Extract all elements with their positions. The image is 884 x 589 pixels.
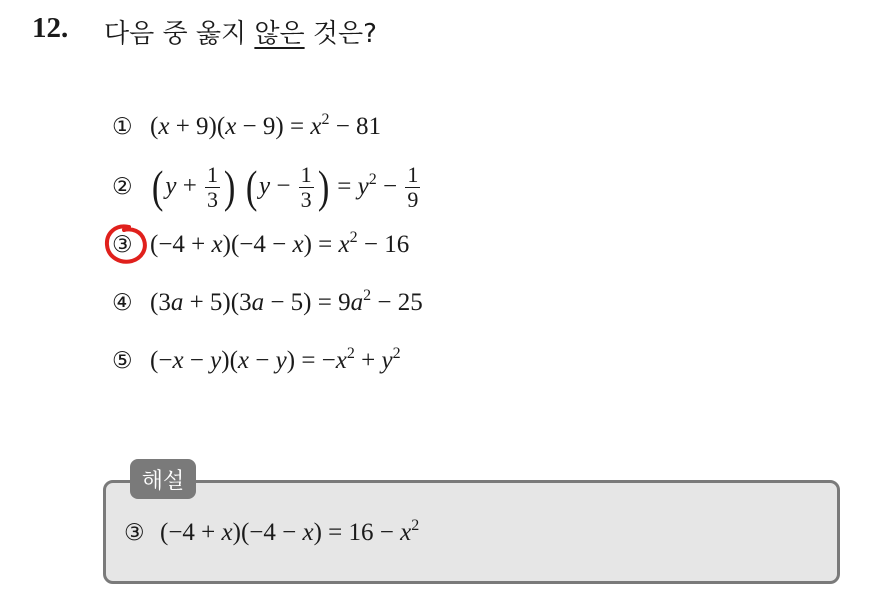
option-2[interactable] xyxy=(112,156,422,218)
fraction: $\frac{1}{9}$ xyxy=(407,162,419,212)
option-3[interactable] xyxy=(112,220,409,270)
fraction: $\frac{1}{3}$ xyxy=(207,162,219,212)
solution-marker: ③ xyxy=(124,520,145,546)
fraction: $\frac{1}{3}$ xyxy=(300,162,312,212)
option-marker: ② xyxy=(112,174,133,200)
question-text-start: 다음 중 옳지 xyxy=(104,19,255,49)
answer-circle-mark xyxy=(102,221,150,267)
option-expression: $(-4 + x)(-4 - x) = x^2 - 16$ xyxy=(150,229,410,258)
question-text-end: 것은? xyxy=(304,19,377,49)
option-5[interactable] xyxy=(112,336,401,386)
question-text xyxy=(104,13,377,50)
option-expression: (y + $\frac{1}{3}$ ) (y − $\frac{1}{3}$ ) = $y^2$ − $\frac{1}{9}$ xyxy=(151,161,419,212)
option-1[interactable] xyxy=(112,102,381,152)
option-expression: $(-x - y)(x - y) = -x^2 + y^2$ xyxy=(150,345,401,374)
option-expression: $(3a + 5)(3a - 5) = 9a^2 - 25$ xyxy=(150,287,423,316)
question-number: 12. xyxy=(32,12,69,44)
solution-tag: 해설 xyxy=(130,459,196,499)
solution-expression: $(-4 + x)(-4 - x) = 16 - x^2$ xyxy=(160,517,420,546)
option-marker: ④ xyxy=(112,290,133,316)
option-4[interactable] xyxy=(112,278,423,328)
option-marker: ① xyxy=(112,114,133,140)
option-expression: $(x + 9)(x - 9) = x^2 - 81$ xyxy=(150,111,382,140)
solution-text xyxy=(124,508,419,558)
question-text-underlined: 않은 xyxy=(254,19,305,49)
option-marker: ⑤ xyxy=(112,348,133,374)
option-marker: ③ xyxy=(112,232,133,258)
